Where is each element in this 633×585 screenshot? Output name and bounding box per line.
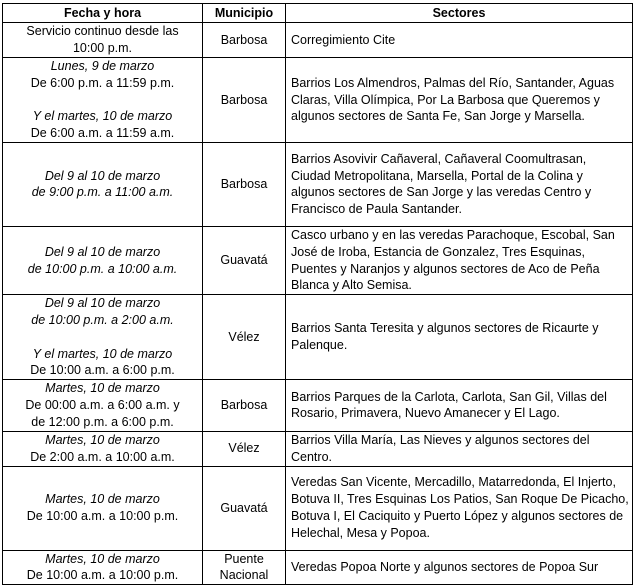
municipio-cell: Guavatá [203,466,286,550]
schedule-table [2,3,633,585]
header-fecha-hora: Fecha y hora [3,4,203,23]
municipio-cell: Barbosa [203,142,286,226]
sectores-cell: Veredas Popoa Norte y algunos sectores de Popoa Sur [286,550,633,585]
fecha-cell [3,295,203,380]
fecha-time: De 00:00 a.m. a 6:00 a.m. y [25,397,180,412]
fecha-line: Del 9 al 10 de marzo [44,168,161,183]
municipio-cell: Barbosa [203,58,286,143]
fecha-date: Lunes, 9 de marzo [50,59,155,73]
fecha-date: Martes, 10 de marzo [45,551,160,566]
municipio-cell: Vélez [203,295,286,380]
fecha-time: De 2:00 a.m. a 10:00 a.m. [30,449,175,464]
fecha-cell [3,466,203,550]
table-row [3,466,633,550]
fecha-cell [3,226,203,294]
fecha-cell [3,380,203,431]
fecha-time: de 12:00 p.m. a 6:00 p.m. [31,414,174,429]
sectores-cell: Barrios Asovivir Cañaveral, Cañaveral Coomultrasan, Ciudad Metropolitana, Marsella, Portal de la Colina y algunos sectores de San Jorge y las veredas Centro y Francisco de Paula Santander. [286,142,633,226]
table-row [3,431,633,466]
municipio-cell [203,550,286,585]
fecha-line: Servicio continuo desde las [26,24,179,39]
fecha-date: Martes, 10 de marzo [45,381,160,396]
table-row [3,295,633,380]
table-row [3,23,633,58]
municipio-cell: Barbosa [203,380,286,431]
fecha-date: Martes, 10 de marzo [45,492,160,507]
header-row [3,4,633,23]
fecha-date: Del 9 al 10 de marzo [44,296,161,311]
municipio-line: Nacional [219,568,269,583]
table-row [3,380,633,431]
fecha-cell [3,23,203,58]
municipio-line: Puente [224,551,264,566]
sectores-cell: Barrios Villa María, Las Nieves y algunos sectores del Centro. [286,431,633,466]
fecha-cell [3,58,203,143]
header-municipio: Municipio [203,4,286,23]
fecha-time: De 6:00 p.m. a 11:59 p.m. [30,75,175,90]
fecha-time: De 10:00 a.m. a 6:00 p.m. [30,363,175,378]
table-row [3,226,633,294]
table-row [3,142,633,226]
table-row [3,550,633,585]
sectores-cell: Veredas San Vicente, Mercadillo, Matarredonda, El Injerto, Botuva II, Tres Esquinas Los Patios, San Roque De Picacho, Botuva I, El Caciquito y Puerto López y algunos sectores de Helechal, Mesa y Popoa. [286,466,633,550]
fecha-date: Y el martes, 10 de marzo [32,109,173,124]
sectores-cell: Barrios Los Almendros, Palmas del Río, Santander, Aguas Claras, Villa Olímpica, Por La Barbosa que Queremos y algunos sectores de Santa Fe, San Jorge y Marsella. [286,58,633,143]
fecha-cell [3,142,203,226]
fecha-line: 10:00 p.m. [72,41,133,55]
fecha-time: De 10:00 a.m. a 10:00 p.m. [26,509,179,524]
header-sectores: Sectores [286,4,633,23]
sectores-cell: Corregimiento Cite [286,23,633,58]
sectores-cell: Barrios Parques de la Carlota, Carlota, San Gil, Villas del Rosario, Primavera, Nuevo Amanecer y El Lago. [286,380,633,431]
municipio-cell: Guavatá [203,226,286,294]
fecha-line: de 10:00 p.m. a 10:00 a.m. [27,261,178,276]
fecha-date: Y el martes, 10 de marzo [32,346,173,361]
fecha-date: Martes, 10 de marzo [45,432,160,447]
fecha-time: De 6:00 a.m. a 11:59 a.m. [30,126,175,141]
fecha-cell [3,431,203,466]
municipio-cell: Vélez [203,431,286,466]
sectores-cell: Casco urbano y en las veredas Parachoque, Escobal, San José de Iroba, Estancia de Gonzalez, Tres Esquinas, Puentes y Naranjos y algunos sectores de Aco de Peña Blanca y Alto Semisa. [286,226,633,294]
fecha-cell [3,550,203,585]
sectores-cell: Barrios Santa Teresita y algunos sectores de Ricaurte y Palenque. [286,295,633,380]
table-row [3,58,633,143]
fecha-time: de 10:00 p.m. a 2:00 a.m. [31,312,174,327]
fecha-line: Del 9 al 10 de marzo [44,244,161,259]
municipio-cell: Barbosa [203,23,286,58]
fecha-line: de 9:00 p.m. a 11:00 a.m. [31,185,174,200]
fecha-time: De 10:00 a.m. a 10:00 p.m. [26,568,179,583]
